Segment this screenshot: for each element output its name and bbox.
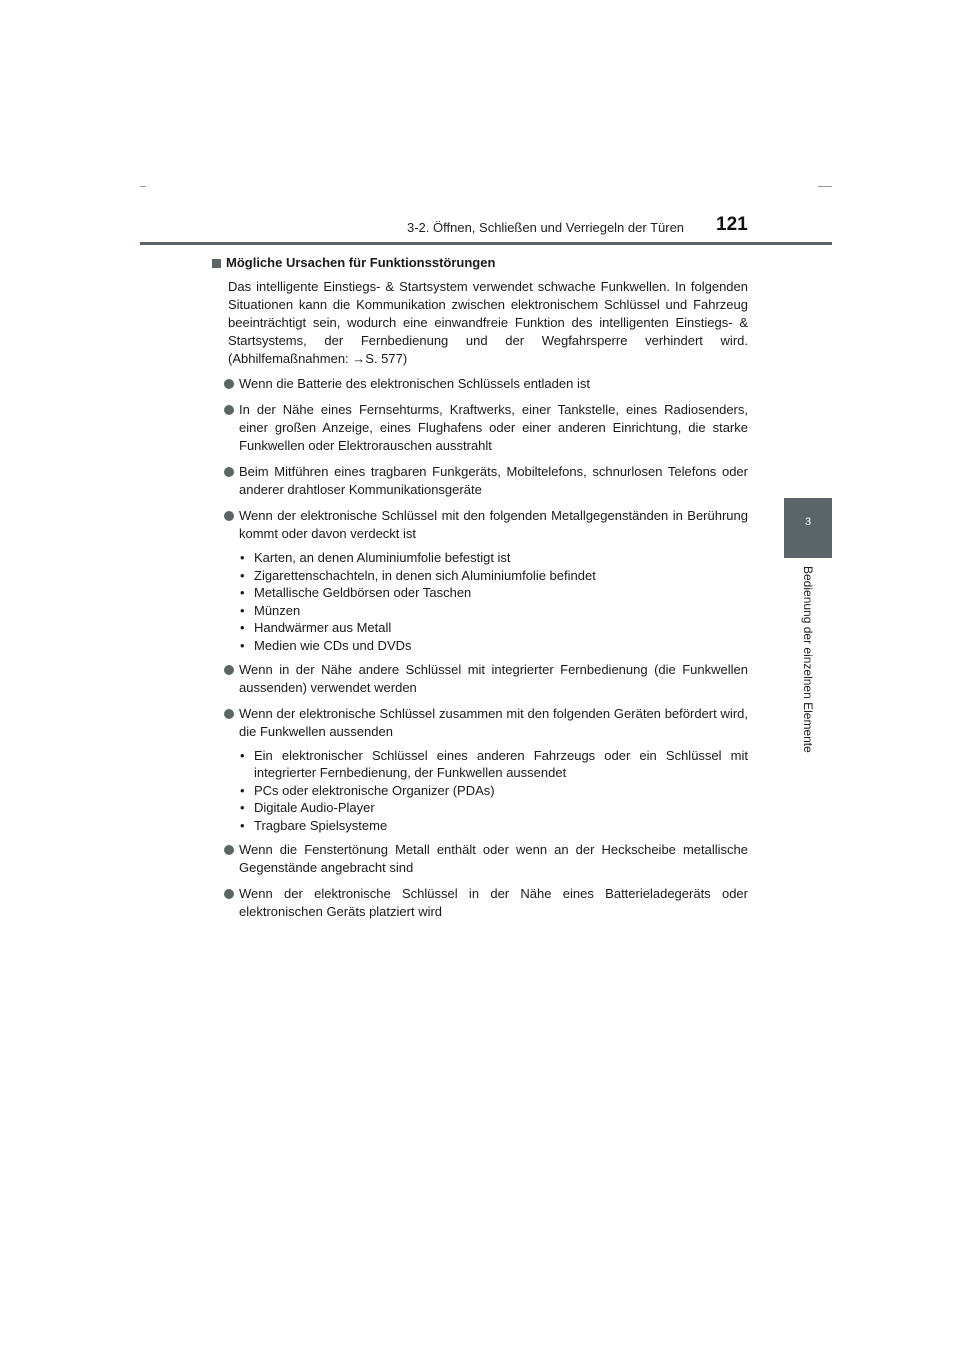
list-item-text: Wenn der elektronische Schlüssel in der Nähe eines Batterieladegeräts oder elektronischen Geräts platziert wird [239,885,748,919]
device-items-list [240,747,748,835]
circle-bullet-icon [224,467,234,477]
page-number: 121 [716,214,748,235]
sub-list-item: • Digitale Audio-Player [240,800,375,816]
list-item [224,375,748,393]
list-item-text: Wenn in der Nähe andere Schlüssel mit integrierter Fernbedienung (die Funkwellen aussenden) verwendet werden [239,661,748,695]
circle-bullet-icon [224,511,234,521]
crop-mark-left [140,186,146,187]
circle-bullet-icon [224,845,234,855]
page-content [212,254,748,929]
list-item-text: Wenn der elektronische Schlüssel mit den folgenden Metallgegenständen in Berührung kommt oder davon verdeckt ist [239,508,748,541]
sub-list-item: • Handwärmer aus Metall [240,620,392,636]
circle-bullet-icon [224,379,234,389]
list-item-text: Beim Mitführen eines tragbaren Funkgeräts, Mobiltelefons, schnurlosen Telefons oder anderer drahtloser Kommunikationsgeräte [239,464,748,497]
intro-paragraph: Das intelligente Einstiegs- & Startsystem verwendet schwache Funkwellen. In folgenden Situationen kann die Kommunikation zwischen elektronischem Schlüssel und Fahrzeug beeinträchtigt sein, wodurch eine einwandfreie Funktion des intelligenten Einstiegs- & Startsystems, der Fernbedienung und der Wegfahrsperre verhindert wird. (Abhilfemaßnahmen: →S. 577) [228,279,748,366]
header-rule [140,242,832,245]
sub-list-item: • Karten, an denen Aluminiumfolie befestigt ist [240,550,511,565]
sub-list-item: • Medien wie CDs und DVDs [240,637,412,653]
list-item [224,507,748,543]
list-item [224,401,748,455]
list-item [224,841,748,877]
chapter-title: 3-2. Öffnen, Schließen und Verriegeln der Türen [407,220,685,235]
chapter-side-label: Bedienung der einzelnen Elemente [801,566,815,753]
list-item [224,885,748,921]
sub-list-item: • Ein elektronischer Schlüssel eines anderen Fahrzeugs oder ein Schlüssel mit integrierter Fernbedienung, der Funkwellen aussendet [240,747,748,781]
section-heading-text: Mögliche Ursachen für Funktionsstörungen [226,255,496,270]
chapter-tab-number: 3 [804,516,812,528]
crop-mark-right [818,186,832,187]
section-heading [212,254,748,272]
circle-bullet-icon [224,405,234,415]
sub-list-item: • Zigarettenschachteln, in denen sich Aluminiumfolie befindet [240,567,596,583]
circle-bullet-icon [224,665,234,675]
list-item-text: Wenn die Batterie des elektronischen Schlüssels entladen ist [239,376,590,391]
sub-list-item: • Tragbare Spielsysteme [240,817,388,833]
sub-list-item: • PCs oder elektronische Organizer (PDAs) [240,782,495,798]
list-item-text: Wenn die Fenstertönung Metall enthält oder wenn an der Heckscheibe metallische Gegenstände angebracht sind [239,841,748,875]
sub-list-item: • Münzen [240,602,301,618]
list-item-text: In der Nähe eines Fernsehturms, Kraftwerks, einer Tankstelle, eines Radiosenders, einer großen Anzeige, eines Flughafens oder einer anderen Einrichtung, die starke Funkwellen oder Elektrorauschen ausstrahlt [239,402,748,453]
square-bullet-icon [212,259,221,268]
circle-bullet-icon [224,889,234,899]
circle-bullet-icon [224,709,234,719]
metal-items-list [240,549,748,655]
list-item [224,705,748,741]
sub-list-item: • Metallische Geldbörsen oder Taschen [240,585,472,601]
list-item [224,463,748,499]
list-item [224,661,748,697]
chapter-tab [784,498,832,558]
list-item-text: Wenn der elektronische Schlüssel zusammen mit den folgenden Geräten befördert wird, die Funkwellen aussenden [239,705,748,739]
